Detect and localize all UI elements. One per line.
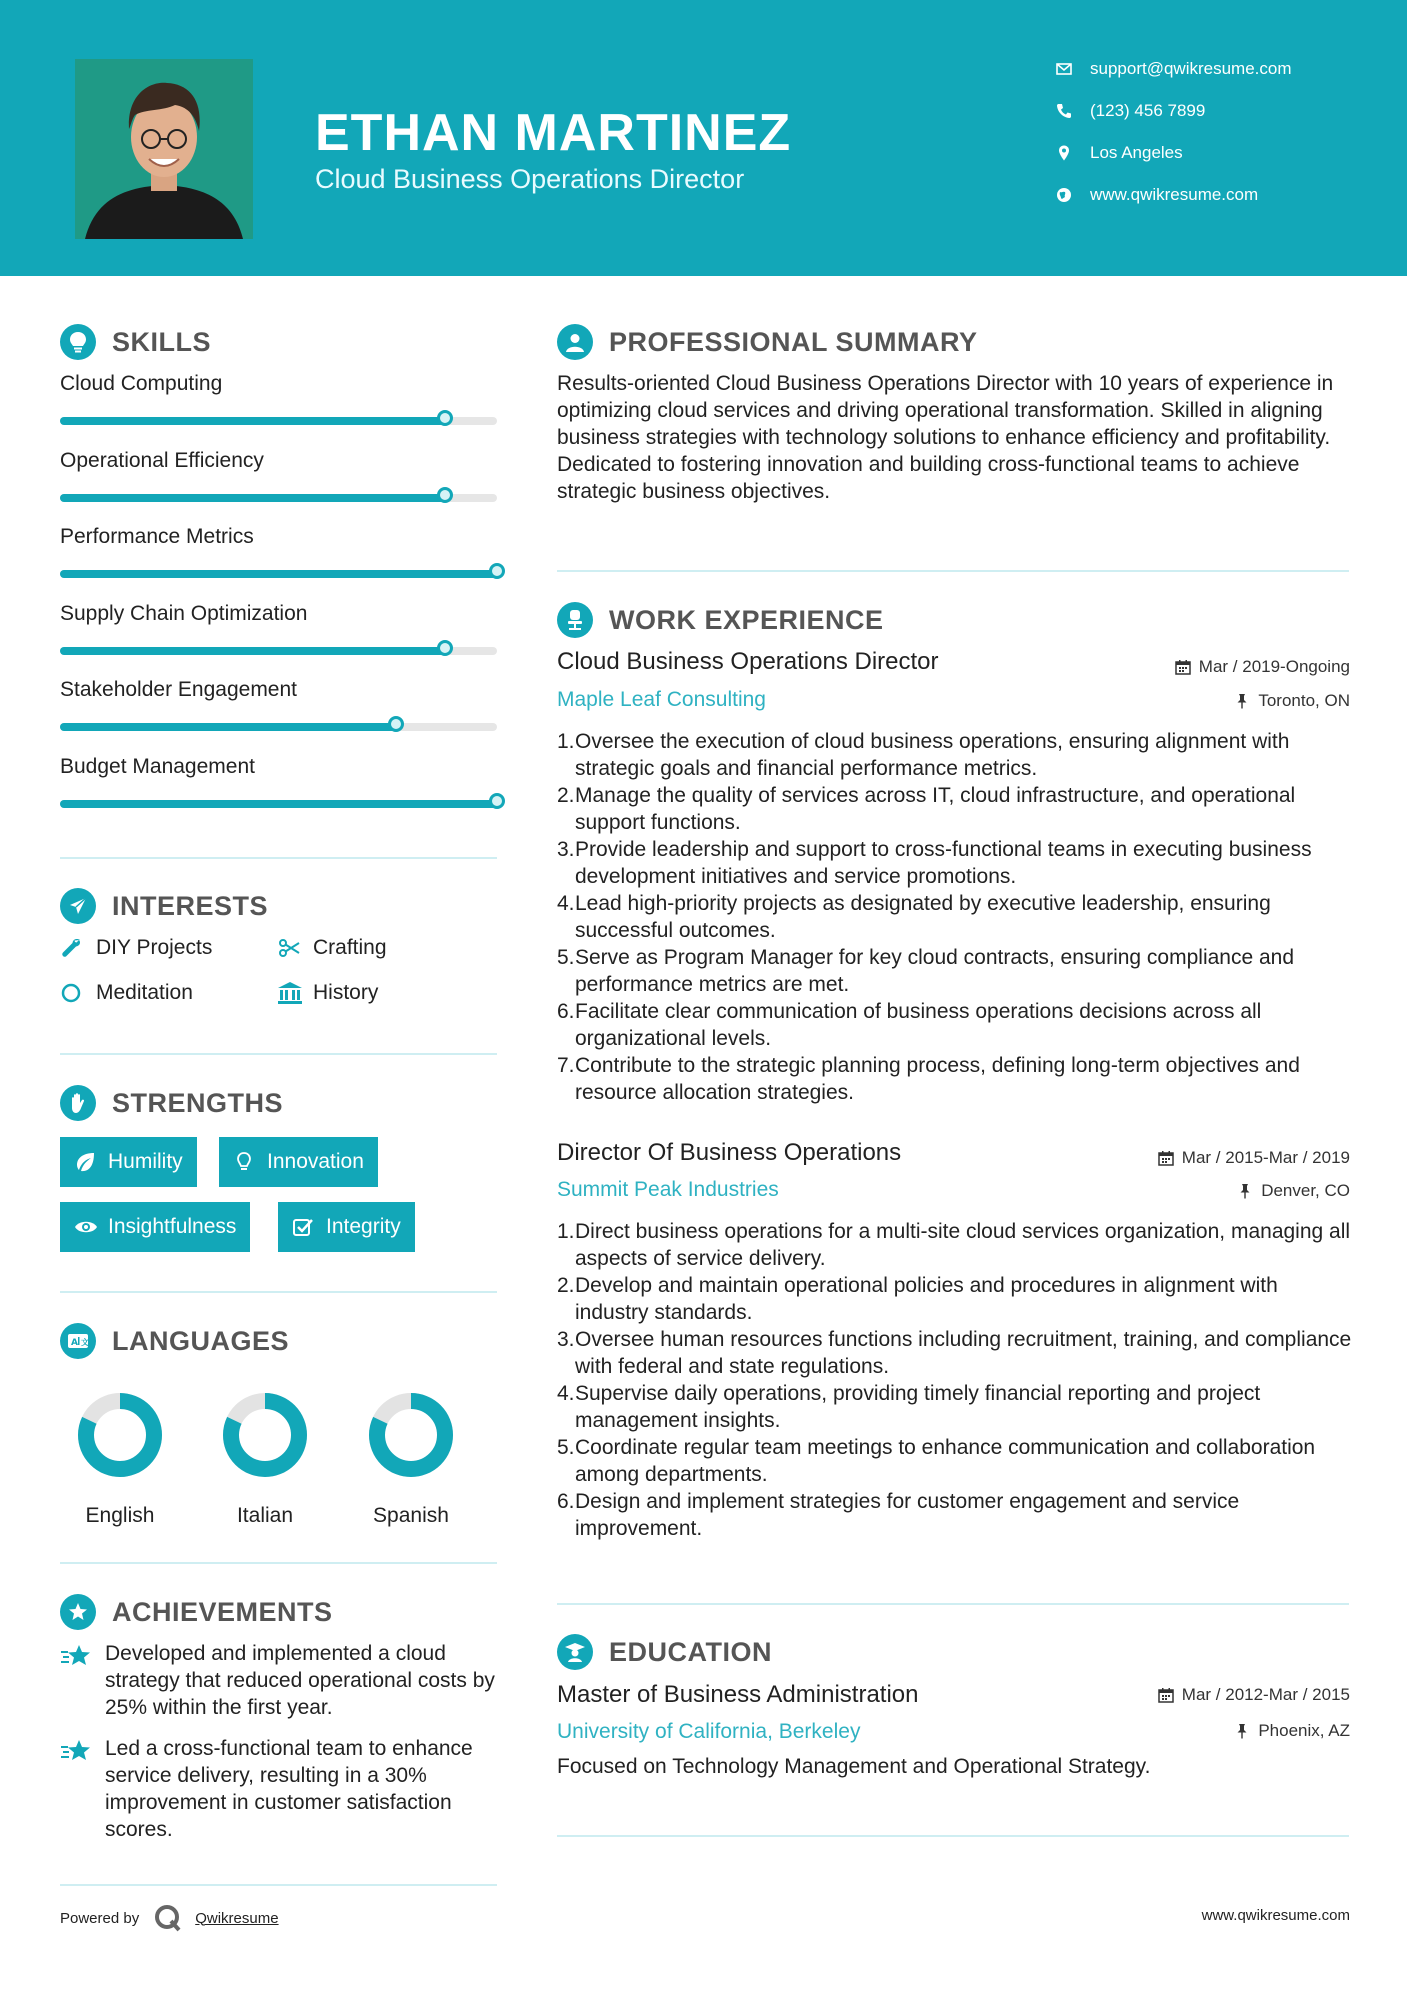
skill-bar-handle: [489, 793, 505, 809]
interest-history: History: [277, 981, 378, 1005]
language-donut: [215, 1385, 315, 1485]
language-item: [215, 1385, 315, 1528]
calendar-icon: [1175, 659, 1191, 675]
skill-label: Supply Chain Optimization: [60, 601, 308, 625]
qwikresume-logo-icon: [153, 1903, 183, 1933]
duty-item: 4. Lead high-priority projects as designated by executive leadership, ensuring successful outcomes.: [557, 892, 1271, 942]
strengths-heading: STRENGTHS: [60, 1085, 283, 1121]
duty-item: 2. Manage the quality of services across IT, cloud infrastructure, and operational support functions.: [557, 784, 1296, 834]
strength-chip-integrity: Integrity: [278, 1202, 415, 1252]
education-dates: Mar / 2012-Mar / 2015: [1158, 1685, 1350, 1705]
languages-heading: A 文 LANGUAGES: [60, 1323, 289, 1359]
strength-chip-innovation: Innovation: [219, 1137, 378, 1187]
star-icon: [60, 1737, 92, 1765]
wrench-icon: [60, 936, 84, 960]
phone-icon: [1055, 102, 1073, 120]
job-location: Toronto, ON: [1234, 691, 1350, 711]
duty-item: 6. Design and implement strategies for customer engagement and service improvement.: [557, 1490, 1240, 1540]
education-location: Phoenix, AZ: [1234, 1721, 1350, 1741]
svg-text:文: 文: [81, 1338, 89, 1347]
interests-heading: INTERESTS: [60, 888, 268, 924]
language-icon: [60, 1323, 96, 1359]
paper-plane-icon: [60, 888, 96, 924]
skill-label: Budget Management: [60, 754, 255, 778]
strength-chip-insightfulness: Insightfulness: [60, 1202, 250, 1252]
graduate-icon: [557, 1634, 593, 1670]
skill-bar: [60, 723, 497, 731]
section-divider: [557, 1835, 1349, 1837]
qwikresume-link[interactable]: Qwikresume: [195, 1909, 279, 1927]
skill-bar: [60, 647, 497, 655]
section-divider: [60, 1053, 497, 1055]
skill-bar-fill: [60, 417, 445, 425]
lightbulb-icon: [233, 1151, 255, 1173]
contact-phone[interactable]: [1055, 101, 1205, 121]
contact-email[interactable]: [1055, 59, 1292, 79]
interest-crafting: Crafting: [277, 936, 387, 960]
duty-item: 6. Facilitate clear communication of business operations decisions across all organizational levels.: [557, 1000, 1262, 1050]
section-divider: [60, 1562, 497, 1564]
footer-powered-by: Powered by Qwikresume: [60, 1903, 279, 1933]
achievements-heading: ACHIEVEMENTS: [60, 1594, 333, 1630]
section-divider: [60, 857, 497, 859]
interest-diy-projects: DIY Projects: [60, 936, 212, 960]
language-donut: [361, 1385, 461, 1485]
pushpin-icon: [1234, 693, 1250, 709]
duty-item: 5. Serve as Program Manager for key cloud contracts, ensuring compliance and performance metrics are met.: [557, 946, 1295, 996]
company-name[interactable]: Maple Leaf Consulting: [557, 688, 766, 711]
star-badge-icon: [60, 1594, 96, 1630]
skill-bar-fill: [60, 570, 497, 578]
duty-item: 4. Supervise daily operations, providing timely financial reporting and project management insights.: [557, 1382, 1261, 1432]
skill-bar-handle: [437, 640, 453, 656]
skill-label: Operational Efficiency: [60, 448, 264, 472]
mail-icon: [1055, 60, 1073, 78]
skill-bar-handle: [388, 716, 404, 732]
candidate-title: Cloud Business Operations Director: [315, 164, 745, 194]
skill-label: Stakeholder Engagement: [60, 678, 297, 701]
contact-email-text: support@qwikresume.com: [1090, 59, 1292, 78]
location-pin-icon: [1055, 144, 1073, 162]
duty-item: 7. Contribute to the strategic planning process, defining long-term objectives and resource allocation strategies.: [557, 1054, 1300, 1104]
footer-website[interactable]: www.qwikresume.com: [1201, 1907, 1350, 1924]
circle-icon: [60, 981, 84, 1005]
section-divider: [60, 1291, 497, 1293]
duty-item: 1. Direct business operations for a multi-site cloud services organization, managing all aspects of service delivery.: [557, 1220, 1351, 1270]
contact-phone-text: (123) 456 7899: [1090, 101, 1206, 120]
duty-item: 3. Provide leadership and support to cross-functional teams in executing business development initiatives and service promotions.: [557, 838, 1312, 888]
duty-item: 1. Oversee the execution of cloud business operations, ensuring alignment with strategic goals and financial performance metrics.: [557, 730, 1290, 780]
svg-text:A: A: [71, 1338, 79, 1348]
star-icon: [60, 1642, 92, 1670]
company-name[interactable]: Summit Peak Industries: [557, 1178, 779, 1201]
school-name[interactable]: University of California, Berkeley: [557, 1720, 861, 1743]
skill-bar-handle: [437, 487, 453, 503]
leaf-icon: [74, 1151, 96, 1173]
skill-bar-fill: [60, 647, 445, 655]
job-title: Director Of Business Operations: [557, 1139, 902, 1166]
duty-item: 3. Oversee human resources functions including recruitment, training, and compliance with federal and state regulations.: [557, 1328, 1352, 1378]
education-description: Focused on Technology Management and Operational Strategy.: [557, 1755, 1151, 1778]
eye-icon: [74, 1216, 96, 1238]
skill-bar: [60, 800, 497, 808]
job-dates: Mar / 2019-Ongoing: [1175, 657, 1350, 677]
skill-label: Cloud Computing: [60, 372, 223, 395]
header-banner: [0, 0, 1407, 276]
candidate-name: ETHAN MARTINEZ: [315, 104, 792, 162]
language-donut: [70, 1385, 170, 1485]
calendar-icon: [1158, 1687, 1174, 1703]
section-divider: [557, 1603, 1349, 1605]
skill-bar-fill: [60, 800, 497, 808]
check-square-icon: [292, 1216, 314, 1238]
section-divider: [557, 570, 1349, 572]
skill-bar: [60, 417, 497, 425]
language-item: [70, 1385, 170, 1528]
skill-bar-handle: [437, 410, 453, 426]
summary-text: Results-oriented Cloud Business Operations Director with 10 years of experience in optimizing cloud services and driving operational transformation. Skilled in aligning business strategies with technology solutions to enhance efficiency and profitability. Dedicated to fostering innovation and building cross-functional teams to achieve strategic business objectives.: [557, 372, 1334, 503]
language-label: Italian: [236, 1504, 294, 1527]
contact-website[interactable]: [1055, 185, 1258, 205]
lightbulb-icon: [60, 324, 96, 360]
profile-photo: [75, 59, 253, 239]
globe-icon: [1055, 186, 1073, 204]
contact-website-text: www.qwikresume.com: [1090, 185, 1259, 204]
skills-heading: SKILLS: [60, 324, 211, 360]
skill-bar-fill: [60, 723, 396, 731]
skill-label: Performance Metrics: [60, 525, 254, 548]
job-dates: Mar / 2015-Mar / 2019: [1158, 1148, 1350, 1168]
job-duties-list: [557, 728, 1357, 1106]
strength-chip-humility: Humility: [60, 1137, 197, 1187]
job-title: Cloud Business Operations Director: [557, 648, 939, 675]
job-duties-list: [557, 1218, 1357, 1542]
experience-heading: WORK EXPERIENCE: [557, 602, 884, 638]
chair-icon: [557, 602, 593, 638]
language-item: [361, 1385, 461, 1528]
museum-icon: [277, 981, 301, 1005]
summary-heading: PROFESSIONAL SUMMARY: [557, 324, 978, 360]
pushpin-icon: [1237, 1183, 1253, 1199]
education-heading: EDUCATION: [557, 1634, 772, 1670]
scissors-icon: [277, 936, 301, 960]
section-divider: [60, 1884, 497, 1886]
skill-bar-handle: [489, 563, 505, 579]
job-location: Denver, CO: [1237, 1181, 1350, 1201]
duty-item: 5. Coordinate regular team meetings to enhance communication and collaboration among departments.: [557, 1436, 1316, 1486]
contact-location-text: Los Angeles: [1090, 143, 1183, 162]
achievement-item: Developed and implemented a cloud strategy that reduced operational costs by 25% within the first year.: [60, 1640, 500, 1721]
skill-bar: [60, 570, 497, 578]
pushpin-icon: [1234, 1723, 1250, 1739]
degree-title: Master of Business Administration: [557, 1681, 919, 1708]
user-icon: [557, 324, 593, 360]
contact-location: [1055, 143, 1183, 163]
achievement-item: Led a cross-functional team to enhance service delivery, resulting in a 30% improvement in customer satisfaction scores.: [60, 1735, 500, 1843]
calendar-icon: [1158, 1150, 1174, 1166]
language-label: English: [85, 1504, 155, 1527]
skill-bar: [60, 494, 497, 502]
skill-bar-fill: [60, 494, 445, 502]
language-label: Spanish: [373, 1504, 449, 1527]
interest-meditation: Meditation: [60, 981, 193, 1005]
hand-icon: [60, 1085, 96, 1121]
duty-item: 2. Develop and maintain operational policies and procedures in alignment with industry standards.: [557, 1274, 1278, 1324]
